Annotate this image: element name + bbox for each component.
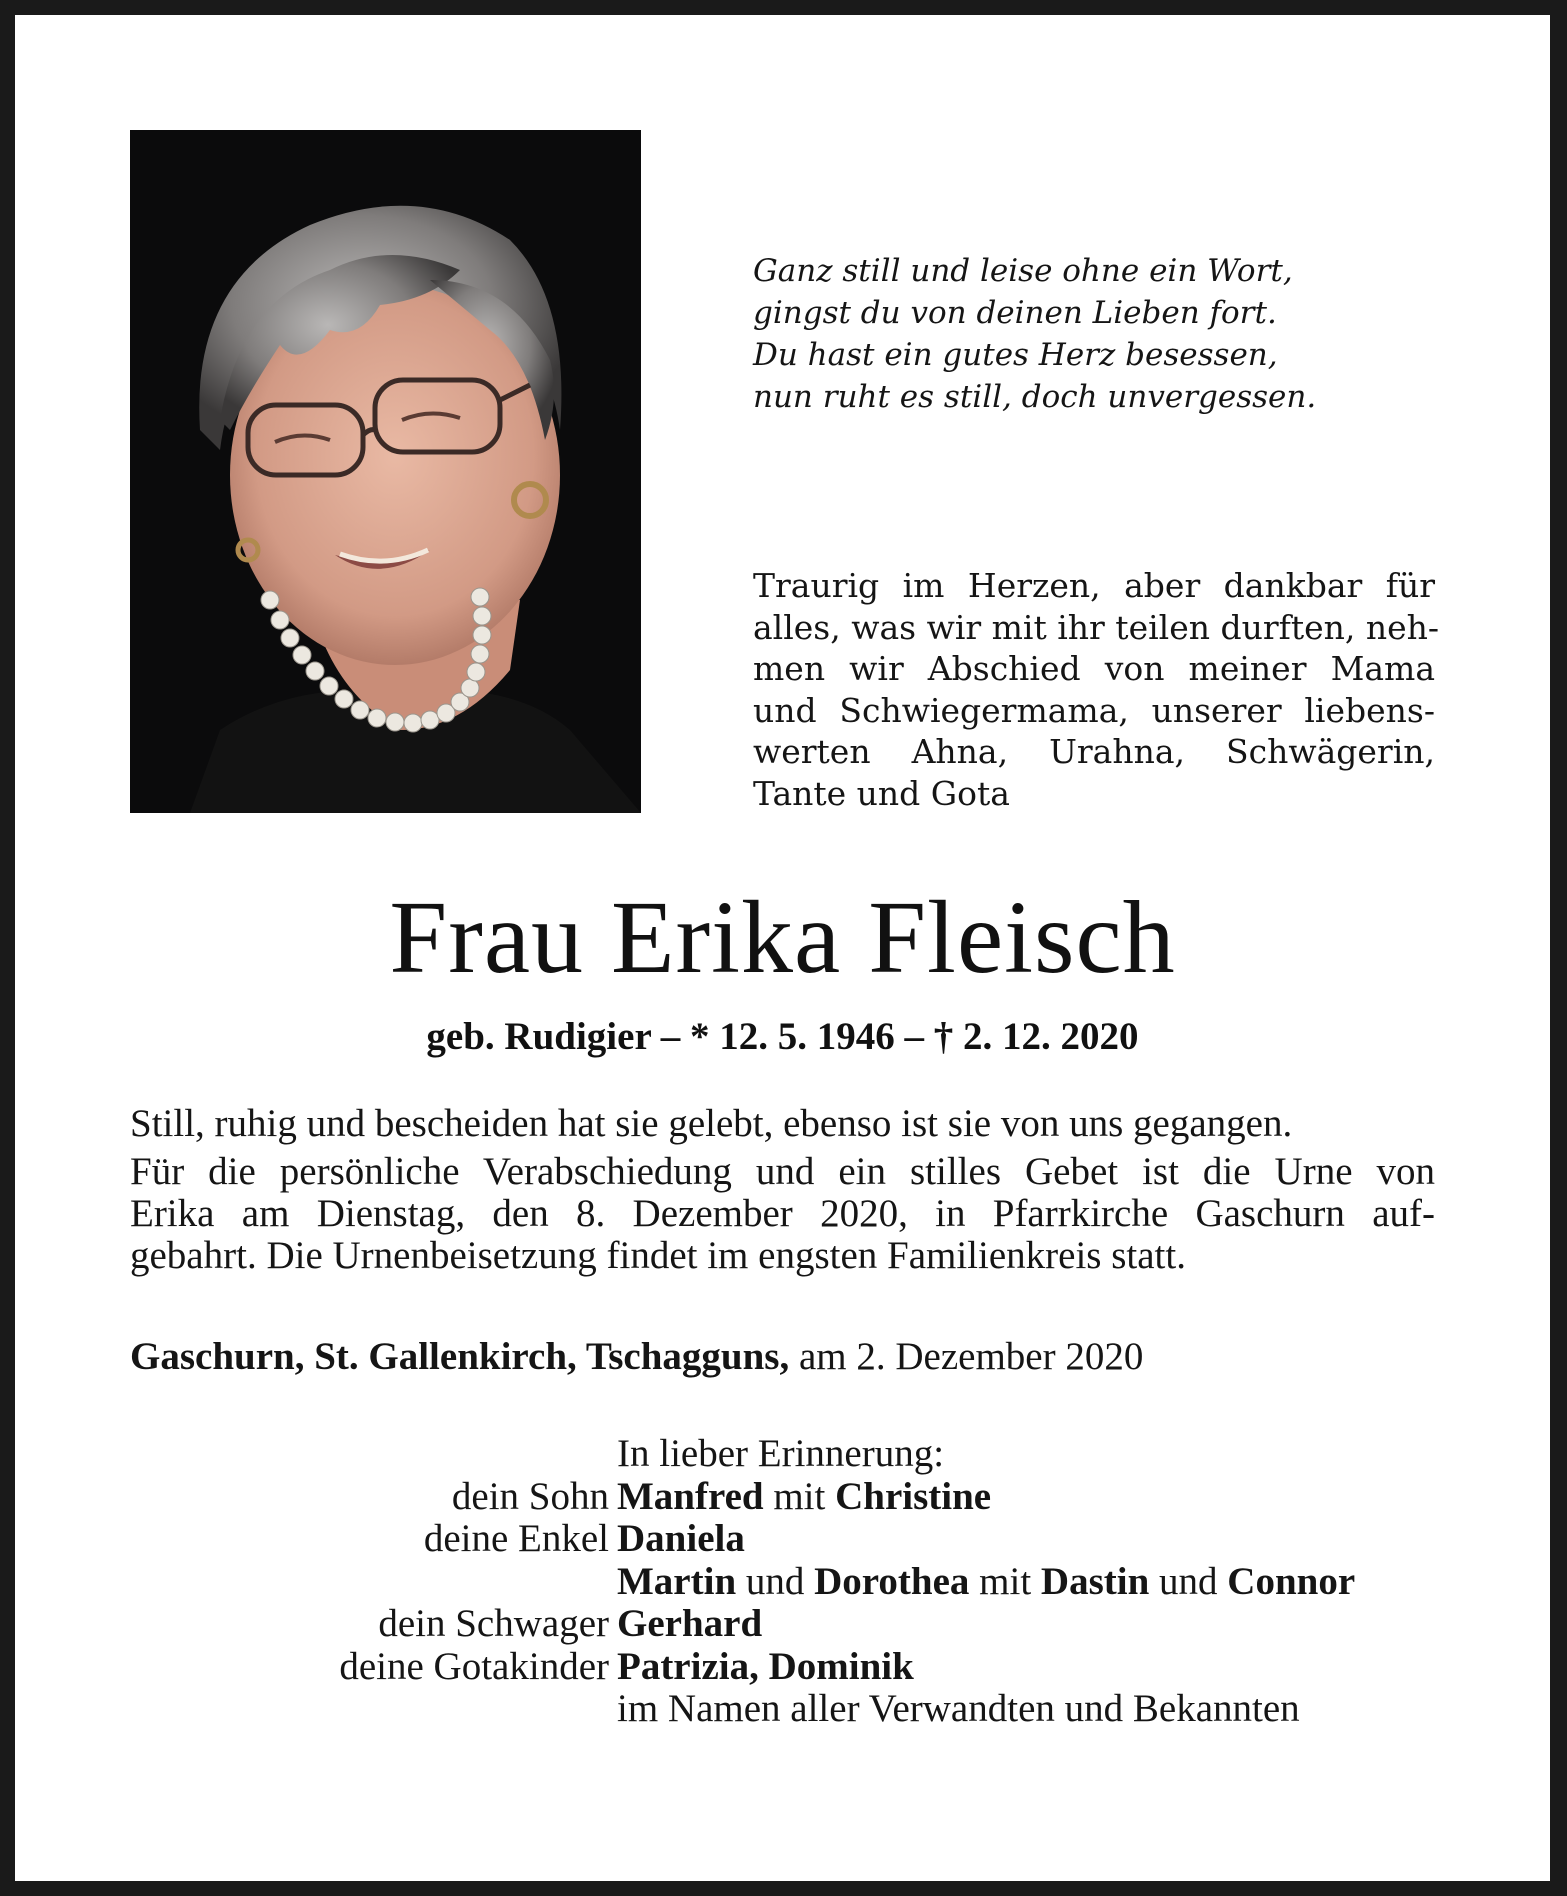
mourner-names xyxy=(617,1518,745,1561)
mourner-names xyxy=(617,1561,1355,1604)
portrait-illustration xyxy=(130,130,641,813)
mourner-connector: und xyxy=(736,1559,815,1603)
mourner-names xyxy=(617,1603,762,1646)
place-and-date xyxy=(130,1333,1435,1381)
mourner-connector: und xyxy=(1149,1559,1228,1603)
mourner-relation: deine Gotakinder xyxy=(339,1644,609,1688)
mourner-name: Martin xyxy=(617,1559,737,1603)
intro-line: men wir Abschied von meiner Mama xyxy=(753,649,1435,689)
portrait-photo xyxy=(130,130,641,813)
body-line: gebahrt. Die Urnenbeisetzung findet im engsten Familienkreis statt. xyxy=(130,1234,1186,1277)
mourner-name: Gerhard xyxy=(617,1602,763,1645)
mourners-heading: In lieber Erinnerung: xyxy=(617,1432,945,1475)
place-date: am 2. Dezember 2020 xyxy=(798,1335,1144,1378)
mourner-name: Dastin xyxy=(1040,1559,1150,1603)
mourner-connector: mit xyxy=(763,1474,836,1518)
poem-line: gingst du von deinen Lieben fort. xyxy=(753,295,1277,331)
mourner-relation: deine Enkel xyxy=(423,1517,609,1560)
mourner-names xyxy=(617,1688,1300,1731)
body-paragraph-1: Still, ruhig und bescheiden hat sie gelebt, ebenso ist sie von uns gegangen. xyxy=(130,1102,1293,1145)
mourner-relation: dein Schwager xyxy=(378,1602,609,1645)
mourner-connector: mit xyxy=(969,1559,1041,1603)
intro-line: Tante und Gota xyxy=(753,773,1010,813)
deceased-name: Frau Erika Fleisch xyxy=(389,880,1176,995)
mourner-names xyxy=(617,1646,914,1689)
body-line: Für die persönliche Verabschiedung und ein stilles Gebet ist die Urne von xyxy=(130,1150,1435,1193)
mourner-row xyxy=(15,1603,1550,1646)
funeral-notice xyxy=(130,1103,1435,1277)
mourner-row xyxy=(15,1561,1550,1604)
body-line: Erika am Dienstag, den 8. Dezember 2020, in Pfarrkirche Gaschurn auf- xyxy=(130,1192,1435,1235)
intro-line: werten Ahna, Urahna, Schwägerin, xyxy=(753,732,1435,772)
mourner-name: Manfred xyxy=(617,1474,764,1518)
mourner-name: Dorothea xyxy=(814,1559,970,1603)
intro-line: alles, was wir mit ihr teilen durften, neh- xyxy=(753,607,1440,647)
mourner-names xyxy=(617,1476,991,1519)
mourner-relation: dein Sohn xyxy=(451,1474,609,1518)
poem-line: Du hast ein gutes Herz besessen, xyxy=(753,337,1278,373)
intro-line: und Schwiegermama, unserer liebens- xyxy=(753,690,1435,730)
mourner-row xyxy=(15,1518,1550,1561)
mourner-name: Connor xyxy=(1227,1559,1356,1603)
birth-death-dates: geb. Rudigier – * 12. 5. 1946 – † 2. 12. 2020 xyxy=(426,1015,1139,1058)
poem-verse xyxy=(753,250,1353,418)
mourners-list xyxy=(15,1433,1550,1731)
mourner-connector: im Namen aller Verwandten und Bekannten xyxy=(617,1687,1300,1730)
obituary-sheet xyxy=(15,15,1550,1881)
poem-line: nun ruht es still, doch unvergessen. xyxy=(753,379,1317,415)
mourner-row xyxy=(15,1476,1550,1519)
intro-text xyxy=(753,565,1440,815)
mourner-row xyxy=(15,1646,1550,1689)
mourner-name: Daniela xyxy=(617,1517,745,1560)
intro-line: Traurig im Herzen, aber dankbar für xyxy=(753,566,1435,605)
poem-line: Ganz still und leise ohne ein Wort, xyxy=(753,253,1293,289)
mourner-name: Patrizia, Dominik xyxy=(617,1644,914,1688)
mourner-row xyxy=(15,1688,1550,1731)
mourner-name: Christine xyxy=(835,1474,992,1518)
place-towns: Gaschurn, St. Gallenkirch, Tschagguns, xyxy=(130,1335,790,1378)
mourners-heading-row xyxy=(15,1433,1550,1476)
